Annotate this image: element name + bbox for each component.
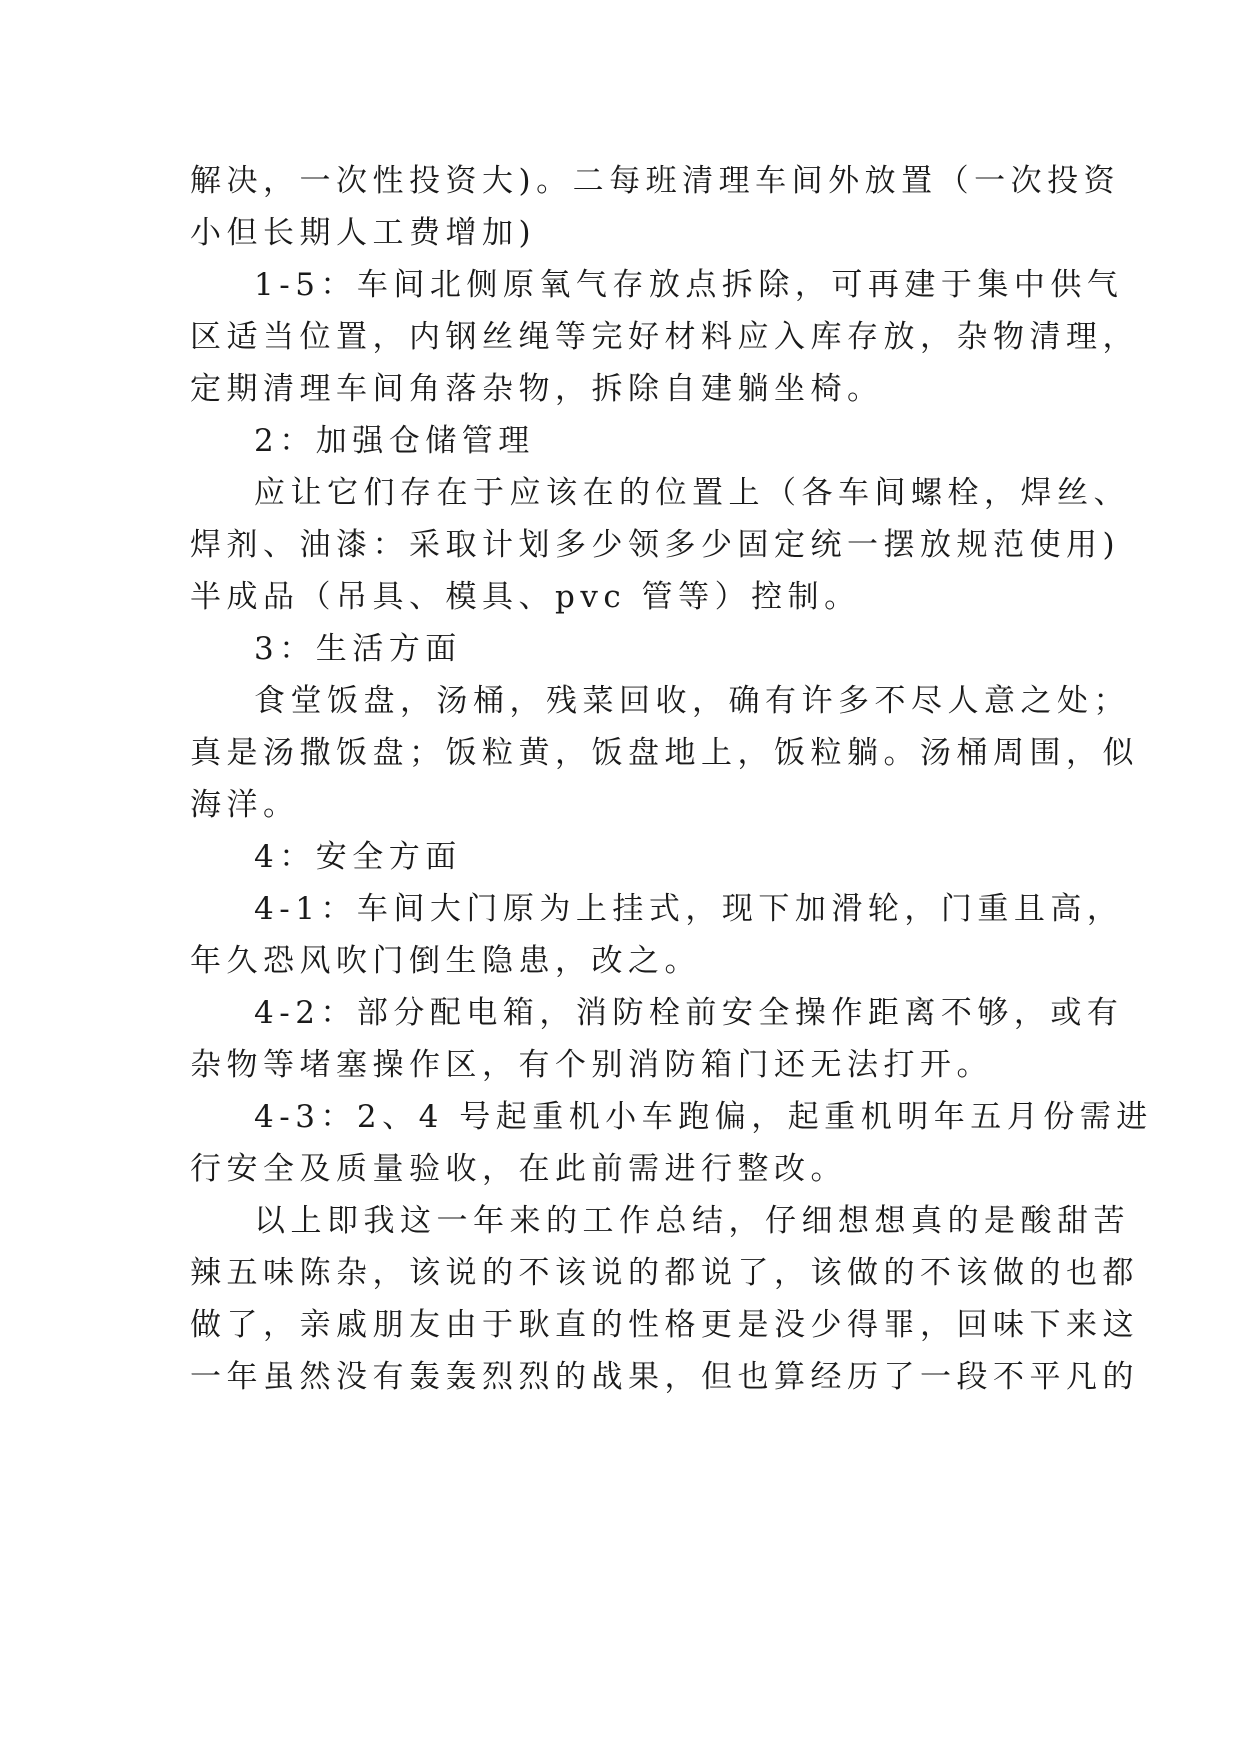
- text-line-22: 辣五味陈杂，该说的不该说的都说了，该做的不该做的也都: [190, 1255, 1139, 1291]
- text-line-3: 1-5：车间北侧原氧气存放点拆除，可再建于集中供气: [254, 267, 1124, 303]
- text-line-4: 区适当位置，内钢丝绳等完好材料应入库存放，杂物清理，: [190, 319, 1139, 355]
- section-heading-3: 3：生活方面: [254, 631, 462, 667]
- text-line-8: 焊剂、油漆：采取计划多少领多少固定统一摆放规范使用): [190, 527, 1121, 563]
- text-line-23: 做了，亲戚朋友由于耿直的性格更是没少得罪，回味下来这: [190, 1307, 1139, 1343]
- text-line-5: 定期清理车间角落杂物，拆除自建躺坐椅。: [190, 371, 884, 407]
- text-line-1: 解决，一次性投资大)。二每班清理车间外放置（一次投资: [190, 163, 1121, 199]
- text-line-16: 年久恐风吹门倒生隐患，改之。: [190, 943, 701, 979]
- section-heading-4: 4：安全方面: [254, 839, 462, 875]
- text-line-15: 4-1：车间大门原为上挂式，现下加滑轮，门重且高，: [254, 891, 1124, 927]
- text-line-19: 4-3：2、4 号起重机小车跑偏，起重机明年五月份需进: [254, 1099, 1153, 1135]
- text-line-18: 杂物等堵塞操作区，有个别消防箱门还无法打开。: [190, 1047, 993, 1083]
- text-line-17: 4-2：部分配电箱，消防栓前安全操作距离不够，或有: [254, 995, 1124, 1031]
- text-line-20: 行安全及质量验收，在此前需进行整改。: [190, 1151, 847, 1187]
- text-line-24: 一年虽然没有轰轰烈烈的战果，但也算经历了一段不平凡的: [190, 1359, 1139, 1395]
- text-line-12: 真是汤撒饭盘；饭粒黄，饭盘地上，饭粒躺。汤桶周围，似: [190, 735, 1139, 771]
- section-heading-2: 2：加强仓储管理: [254, 423, 535, 459]
- text-line-7: 应让它们存在于应该在的位置上（各车间螺栓，焊丝、: [254, 475, 1130, 511]
- text-line-11: 食堂饭盘，汤桶，残菜回收，确有许多不尽人意之处；: [254, 683, 1130, 719]
- text-line-13: 海洋。: [190, 787, 300, 823]
- text-line-2: 小但长期人工费增加): [190, 215, 537, 251]
- text-line-9: 半成品（吊具、模具、pvc 管等）控制。: [190, 579, 861, 615]
- text-line-21: 以上即我这一年来的工作总结，仔细想想真的是酸甜苦: [254, 1203, 1130, 1239]
